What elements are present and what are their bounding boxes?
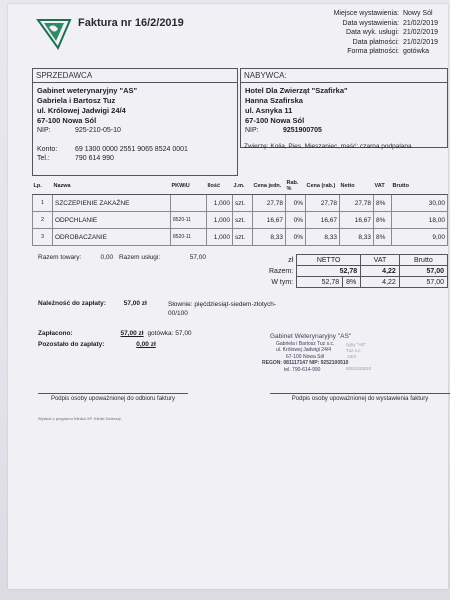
- meta-service-date: Data wyk. usługi: 21/02/2019: [346, 29, 438, 37]
- meta-payment-date: Data płatności: 21/02/2019: [352, 38, 438, 46]
- invoice-title: Faktura nr 16/2/2019: [78, 17, 184, 29]
- amount-paid: Zapłacono: 57,00 zł gotówka: 57,00: [38, 330, 192, 337]
- seller-account: Konto: 69 1300 0000 2551 9065 8524 0001: [37, 145, 188, 153]
- seller-box: [32, 68, 238, 176]
- receiver-signature: Podpis osoby upoważnionej do odbioru faktury: [38, 393, 188, 402]
- seller-street: ul. Królowej Jadwigi 24/4: [37, 106, 126, 115]
- seller-heading: SPRZEDAWCA: [33, 69, 237, 83]
- buyer-owner: Hanna Szafirska: [245, 96, 303, 105]
- seller-owners: Gabriela i Bartosz Tuz: [37, 96, 116, 105]
- amount-in-words: Słownie: pięćdziesiąt-siedem-złotych-00/100: [168, 301, 277, 317]
- seller-city: 67-100 Nowa Sól: [37, 116, 97, 125]
- invoice-meta: [332, 9, 440, 57]
- stamp-ghost-imprint: ryjny "AS" Tuz s.c. 24/4 9252100510: [346, 342, 372, 371]
- goods-services-totals: Razem towary: 0,00 Razem usługi: 57,00: [38, 254, 206, 261]
- vat-summary-table: [266, 254, 448, 288]
- seller-name: Gabinet weterynaryjny "AS": [37, 86, 138, 95]
- items-header-row: Lp. Nazwa PKWiU Ilość J.m. Cena jedn. Rab. % Cena (rab.) Netto VAT Brutto: [33, 178, 448, 195]
- buyer-nip: NIP: 9251900705: [245, 127, 322, 134]
- seller-phone: Tel.: 790 614 990: [37, 155, 114, 162]
- company-stamp: Gabinet Weterynaryjny "AS" Gabriela i Bartosz Tuz s.c. ul. Królowej Jadwigi 24/4 67-100 Nowa Sól REGON: 081117147 NIP: 9252100510 tel. 790-614-990: [262, 333, 352, 373]
- table-row: 2 ODPCHLANIE 8520-11 1,000 szt. 16,67 0% 16,67 16,67 8% 18,00: [33, 212, 448, 229]
- amount-left: Pozostało do zapłaty: 0,00 zł: [38, 341, 156, 348]
- meta-payment-form: Forma płatności: gotówka: [347, 48, 430, 56]
- meta-issue-date: Data wystawienia: 21/02/2019: [342, 19, 438, 27]
- software-footer: Wydruk z programu Klinika XP. Kliniki Zwierząt.: [38, 416, 122, 421]
- buyer-street: ul. Asnyka 11: [245, 106, 293, 115]
- seller-nip: NIP: 925-210-05-10: [37, 127, 121, 134]
- amount-due: Należność do zapłaty: 57,00 zł: [38, 300, 147, 307]
- summary-header-row: zł NETTO VAT Brutto: [266, 255, 448, 266]
- summary-incl-row: W tym: 52,78 8% 4,22 57,00: [266, 277, 448, 288]
- buyer-notes: Zwierzę: Kolia, Pies, Mieszaniec, maść: czarna podpalana: [244, 143, 412, 150]
- buyer-box: [240, 68, 448, 148]
- meta-place: Miejsce wystawienia: Nowy Sól: [333, 10, 433, 17]
- items-table: [32, 178, 448, 246]
- buyer-name: Hotel Dla Zwierząt "Szafirka": [245, 86, 348, 95]
- table-row: 1 SZCZEPIENIE ZAKAŹNE 1,000 szt. 27,78 0% 27,78 27,78 8% 30,00: [33, 195, 448, 212]
- issuer-signature: Podpis osoby upoważnionej do wystawienia faktury: [270, 393, 450, 402]
- clinic-logo-icon: [36, 14, 72, 52]
- table-row: 3 ODROBACZANIE 8520-11 1,000 szt. 8,33 0% 8,33 8,33 8% 9,00: [33, 229, 448, 246]
- buyer-city: 67-100 Nowa Sól: [245, 116, 305, 125]
- invoice-paper: [8, 4, 448, 589]
- summary-total-row: Razem: 52,78 4,22 57,00: [266, 266, 448, 277]
- buyer-heading: NABYWCA:: [241, 69, 447, 83]
